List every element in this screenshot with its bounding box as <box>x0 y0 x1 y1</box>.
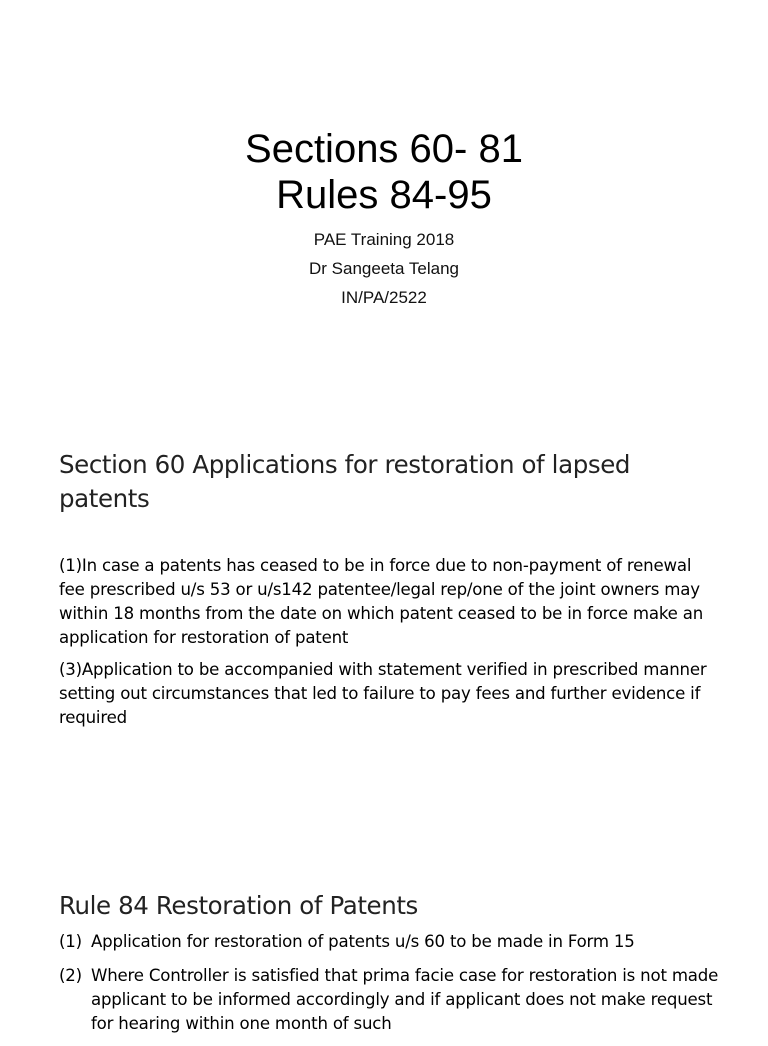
slide-heading: Rule 84 Restoration of Patents <box>59 891 418 920</box>
list-item-number: (1) <box>59 932 82 951</box>
list-item-text: Application for restoration of patents u/s 60 to be made in Form 15 <box>91 932 635 951</box>
body-paragraph-1: (1)In case a patents has ceased to be in force due to non-payment of renewal fee prescribed u/s 53 or u/s142 patentee/legal rep/one of the joint owners may within 18 months from the date on which patent ceased to be in force make an application for restoration of patent <box>59 556 704 647</box>
subtitle-line-2: Dr Sangeeta Telang <box>309 259 459 278</box>
list-item <box>59 930 719 954</box>
numbered-list <box>59 930 719 1046</box>
section-60-slide <box>0 410 768 850</box>
subtitle-line-1: PAE Training 2018 <box>313 230 455 249</box>
body-paragraph-2: (3)Application to be accompanied with statement verified in prescribed manner setting out circumstances that led to failure to pay fees and further evidence if required <box>59 660 707 727</box>
list-item-text: Where Controller is satisfied that prima facie case for restoration is not made applicant to be informed accordingly and if applicant does not make request for hearing within one month of such <box>91 966 719 1033</box>
title-line-2: Rules 84-95 <box>276 173 492 217</box>
rule-84-slide <box>0 850 768 1033</box>
title-slide <box>0 0 768 410</box>
list-item-number: (2) <box>59 966 82 985</box>
title-line-1: Sections 60- 81 <box>245 127 523 171</box>
subtitle-line-3: IN/PA/2522 <box>341 288 427 307</box>
list-item <box>59 964 719 1036</box>
slide-heading: Section 60 Applications for restoration of lapsed patents <box>59 450 631 513</box>
